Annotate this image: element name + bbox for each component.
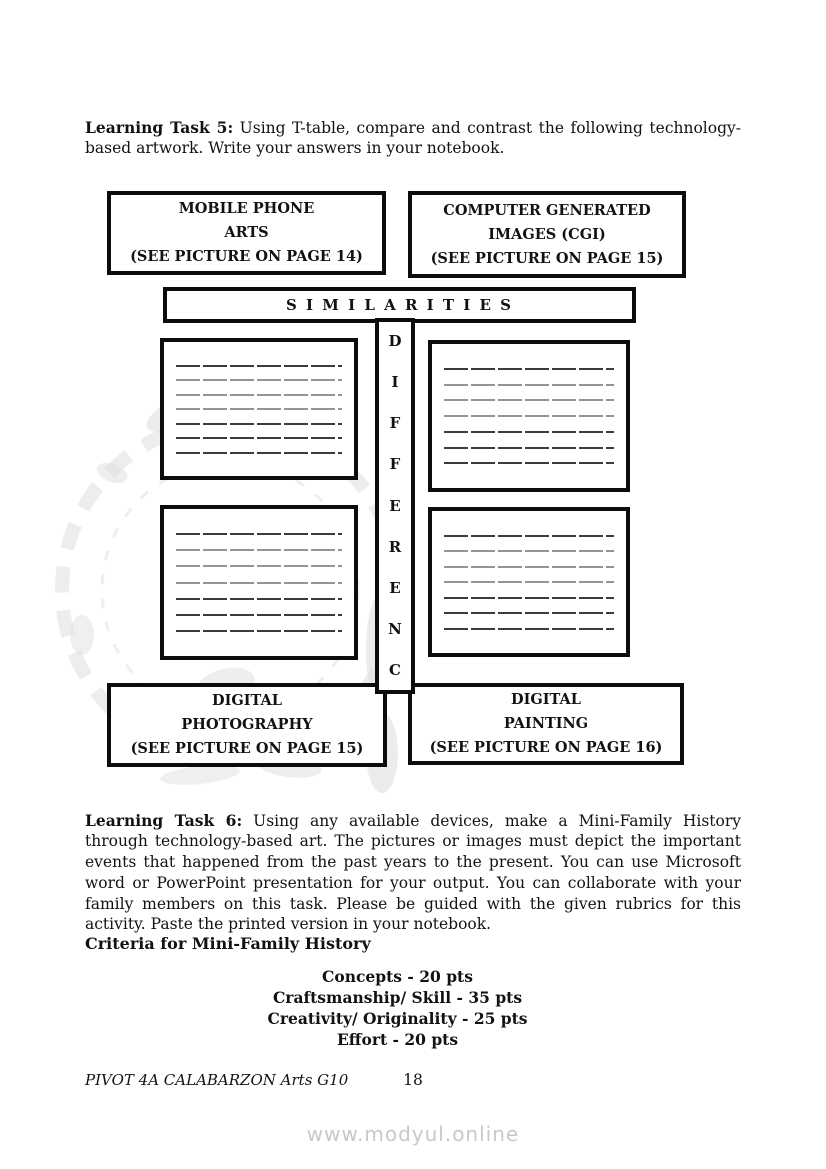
answer-writing-line	[444, 431, 614, 433]
answer-writing-line	[176, 394, 342, 396]
answer-writing-line	[176, 437, 342, 439]
answer-writing-line	[444, 628, 614, 630]
answer-box-top-right	[428, 340, 630, 492]
answer-box-top-left	[160, 338, 358, 480]
answer-writing-line	[444, 384, 614, 386]
box-line: MOBILE PHONE	[178, 200, 315, 217]
answer-writing-line	[176, 452, 342, 454]
criteria-item: Concepts - 20 pts	[322, 967, 473, 986]
box-mobile-phone-arts	[107, 191, 386, 275]
task6-text: Using any available devices, make a Mini-Family History through technology-based art. The pictures or images must depict the important events that happened from the past years to the present. You can use Microsoft word or PowerPoint presentation for your output. You can collaborate with your family members on this task. Please be guided with the given rubrics for this activity. Paste the printed version in your notebook.	[85, 811, 742, 934]
answer-writing-line	[444, 462, 614, 464]
task5-text: Using T-table, compare and contrast the following technology-based artwork. Write your answers in your notebook.	[85, 118, 741, 158]
difference-letter: C	[389, 661, 401, 679]
difference-letter: N	[388, 619, 402, 638]
answer-writing-line	[176, 379, 342, 381]
page-number: 18	[403, 1071, 423, 1089]
criteria-heading: Criteria for Mini-Family History	[85, 934, 371, 953]
box-digital-painting	[408, 683, 684, 765]
criteria-list	[85, 966, 710, 1050]
answer-writing-line	[176, 565, 342, 567]
answer-writing-line	[176, 598, 342, 600]
difference-letter: E	[389, 496, 401, 515]
box-line: ARTS	[224, 224, 269, 241]
task5-label: Learning Task 5:	[85, 117, 234, 137]
criteria-item: Craftsmanship/ Skill - 35 pts	[272, 988, 523, 1007]
answer-writing-line	[444, 535, 614, 537]
task6-label: Learning Task 6:	[85, 810, 243, 830]
task5-paragraph	[85, 118, 741, 160]
box-line: (SEE PICTURE ON PAGE 15)	[430, 249, 664, 267]
box-line: (SEE PICTURE ON PAGE 14)	[130, 248, 363, 265]
box-line: IMAGES (CGI)	[488, 225, 606, 243]
box-line: DIGITAL	[511, 691, 581, 708]
answer-writing-line	[444, 566, 614, 568]
box-computer-generated-images	[408, 191, 686, 278]
box-digital-photography	[107, 683, 387, 767]
answer-writing-line	[444, 612, 614, 614]
answer-writing-line	[444, 415, 614, 417]
answer-writing-line	[444, 581, 614, 583]
box-line: PHOTOGRAPHY	[181, 716, 313, 733]
answer-writing-line	[176, 614, 342, 616]
answer-writing-line	[444, 550, 614, 552]
box-line: COMPUTER GENERATED	[443, 201, 651, 219]
answer-box-bottom-right	[428, 507, 630, 657]
difference-letter: D	[388, 332, 402, 350]
difference-letter: E	[389, 578, 401, 597]
answer-box-bottom-left	[160, 505, 358, 660]
site-watermark: www.modyul.online	[306, 1122, 520, 1146]
answer-writing-line	[444, 597, 614, 599]
answer-writing-line	[176, 365, 342, 367]
task6-paragraph	[85, 811, 741, 936]
difference-strip	[375, 318, 415, 694]
criteria-item: Creativity/ Originality - 25 pts	[267, 1009, 528, 1028]
difference-letter: F	[389, 455, 401, 474]
answer-writing-line	[176, 408, 342, 410]
answer-writing-line	[176, 423, 342, 425]
footer-module-label: PIVOT 4A CALABARZON Arts G10	[85, 1071, 349, 1089]
box-line: (SEE PICTURE ON PAGE 15)	[130, 740, 364, 757]
difference-letter: R	[388, 537, 402, 556]
answer-writing-line	[444, 399, 614, 401]
box-line: DIGITAL	[212, 692, 282, 709]
similarities-label: S I M I L A R I T I E S	[285, 296, 514, 314]
difference-letter: I	[391, 373, 399, 392]
answer-writing-line	[444, 447, 614, 449]
answer-writing-line	[176, 549, 342, 551]
answer-writing-line	[176, 533, 342, 535]
answer-writing-line	[176, 630, 342, 632]
criteria-item: Effort - 20 pts	[336, 1030, 459, 1049]
answer-writing-line	[444, 368, 614, 370]
box-line: PAINTING	[503, 715, 589, 732]
box-line: (SEE PICTURE ON PAGE 16)	[429, 739, 663, 756]
answer-writing-line	[176, 582, 342, 584]
difference-letter: F	[389, 414, 401, 433]
